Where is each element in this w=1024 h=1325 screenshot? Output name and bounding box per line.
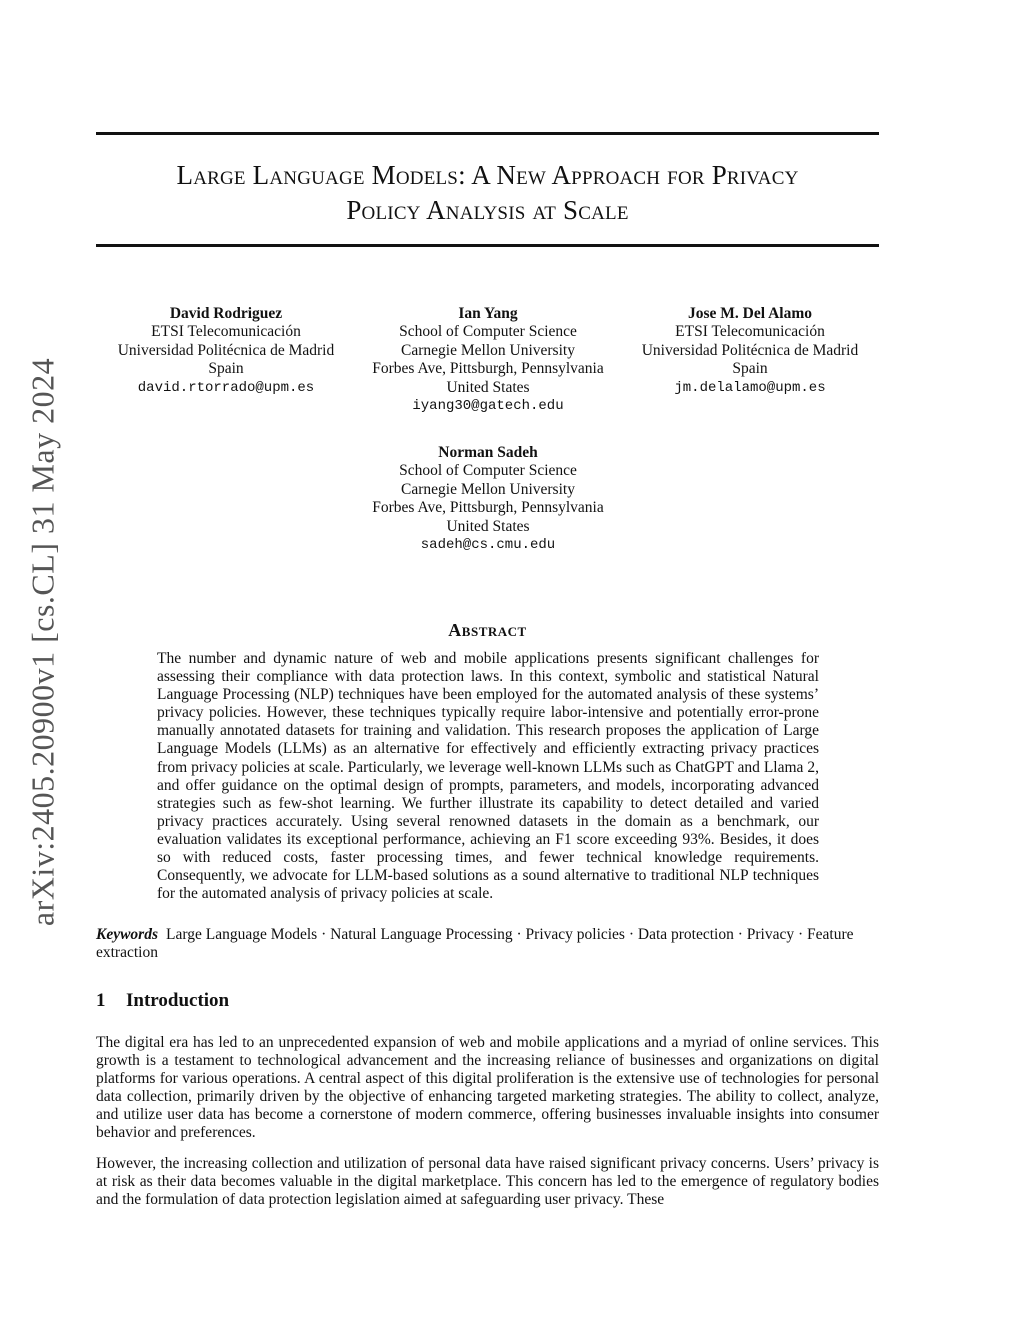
paper-title-line-1: Large Language Models: A New Approach for Privacy [176, 160, 799, 190]
author-name: Norman Sadeh [438, 444, 538, 461]
author-name: David Rodriguez [169, 305, 283, 322]
author-affiliation-line: Carnegie Mellon University [401, 480, 575, 498]
abstract-body: The number and dynamic nature of web and mobile applications presents significant challenges for assessing their compliance with data protection laws. In this context, symbolic and statistical Natural Language Processing (NLP) techniques have been employed for the automated analysis of these systems’ privacy policies. However, these techniques typically require labor-intensive and potentially error-prone manually annotated datasets for training and validation. This research proposes the application of Large Language Models (LLMs) as an alternative for effectively and efficiently extracting privacy practices from privacy policies at scale. Particularly, we leverage well-known LLMs such as ChatGPT and Llama 2, and offer guidance on the optimal design of prompts, parameters, and models, incorporating advanced strategies such as few-shot learning. We further illustrate its capability to detect detailed and varied privacy practices accurately. Using several renowned datasets in the domain as a benchmark, our evaluation validates its exceptional performance, achieving an F1 score exceeding 93%. Besides, it does so with reduced costs, faster processing times, and fewer technical knowledge requirements. Consequently, we advocate for LLM-based solutions as a sound alternative to traditional NLP techniques for the automated analysis of privacy policies at scale. [157, 650, 819, 903]
arxiv-identifier-stamp: arXiv:2405.20900v1 [cs.CL] 31 May 2024 [24, 357, 61, 927]
author-affiliation-line: United States [446, 517, 530, 535]
author-affiliation-line: School of Computer Science [399, 323, 577, 341]
author-email: david.rtorrado@upm.es [137, 379, 315, 396]
author-block [96, 305, 356, 397]
author-affiliation-line: School of Computer Science [399, 462, 577, 480]
author-affiliation-line: ETSI Telecomunicación [675, 323, 825, 341]
author-name: Jose M. Del Alamo [688, 305, 812, 322]
section-number: 1 [96, 990, 106, 1011]
author-name: Ian Yang [458, 305, 518, 322]
author-affiliation-line: ETSI Telecomunicación [151, 323, 301, 341]
keywords-label: Keywords [96, 926, 158, 943]
author-block [352, 444, 624, 554]
section-title: Introduction [126, 990, 230, 1011]
abstract-heading: Abstract [448, 620, 527, 640]
title-bottom-rule [96, 244, 879, 247]
author-email: sadeh@cs.cmu.edu [420, 537, 556, 554]
section-heading-introduction [96, 990, 229, 1012]
title-top-rule [96, 132, 879, 135]
paper-title [96, 158, 879, 228]
keywords-line [96, 926, 879, 962]
author-email: jm.delalamo@upm.es [674, 379, 826, 396]
author-affiliation-line: Carnegie Mellon University [401, 341, 575, 359]
author-affiliation-line: Forbes Ave, Pittsburgh, Pennsylvania [372, 360, 604, 378]
author-block [620, 305, 880, 397]
author-affiliation-line: United States [446, 378, 530, 396]
intro-paragraph-1: The digital era has led to an unprecedented expansion of web and mobile applications and a myriad of online services. This growth is a testament to technological advancement and the increasing reliance of businesses and organizations on digital platforms for various operations. A central aspect of this digital proliferation is the extensive use of technologies for personal data collection, primarily driven by the objective of enhancing targeted marketing strategies. The ability to collect, analyze, and utilize user data has become a cornerstone of modern commerce, offering businesses invaluable insights into consumer behavior and preferences. [96, 1034, 879, 1142]
author-affiliation-line: Spain [732, 360, 768, 378]
author-email: iyang30@gatech.edu [412, 398, 564, 415]
intro-paragraph-2: However, the increasing collection and utilization of personal data have raised significant privacy concerns. Users’ privacy is at risk as their data becomes valuable in the digital marketplace. This concern has led to the emergence of regulatory bodies and the formulation of data protection legislation aimed at safeguarding user privacy. These [96, 1155, 879, 1209]
author-affiliation-line: Universidad Politécnica de Madrid [641, 341, 859, 359]
author-affiliation-line: Spain [208, 360, 244, 378]
author-block [352, 305, 624, 415]
author-affiliation-line: Universidad Politécnica de Madrid [117, 341, 335, 359]
author-affiliation-line: Forbes Ave, Pittsburgh, Pennsylvania [372, 499, 604, 517]
paper-title-line-2: Policy Analysis at Scale [346, 195, 629, 225]
keywords-list: Large Language Models · Natural Language Processing · Privacy policies · Data protection · Privacy · Feature extraction [96, 926, 854, 962]
